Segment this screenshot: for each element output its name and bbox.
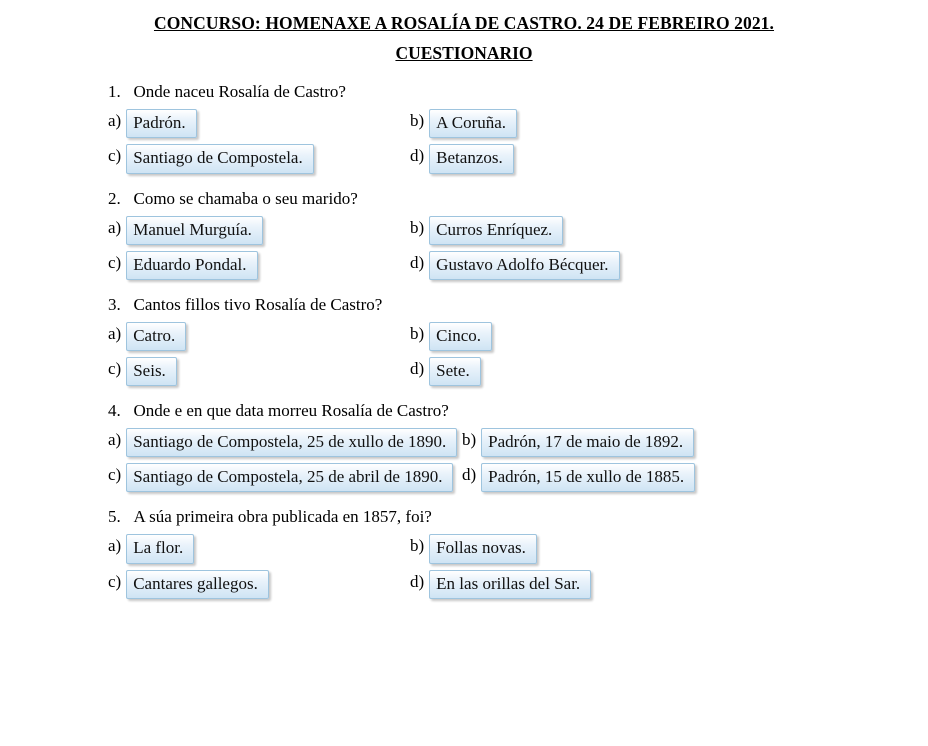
option-4b[interactable]	[462, 428, 694, 457]
options-1	[40, 109, 888, 173]
option-box[interactable]: Padrón.	[126, 109, 196, 138]
option-letter: c)	[108, 252, 122, 272]
question-block-3	[40, 294, 888, 386]
option-1b[interactable]	[410, 109, 517, 138]
options-5	[40, 534, 888, 598]
question-text-1	[108, 81, 888, 103]
option-4d[interactable]	[462, 463, 695, 492]
option-row	[40, 463, 888, 492]
question-number-5: 5.	[108, 507, 121, 527]
option-letter: d)	[410, 571, 425, 591]
question-text-4	[108, 400, 888, 422]
option-4c[interactable]	[40, 463, 462, 492]
option-box[interactable]: Padrón, 17 de maio de 1892.	[481, 428, 694, 457]
question-label-4: Onde e en que data morreu Rosalía de Castro?	[133, 401, 449, 421]
option-letter: d)	[410, 146, 425, 166]
option-box[interactable]: A Coruña.	[429, 109, 517, 138]
option-row	[40, 322, 888, 351]
option-box[interactable]: Betanzos.	[429, 144, 514, 173]
option-box[interactable]: Follas novas.	[429, 534, 537, 563]
question-label-2: Como se chamaba o seu marido?	[133, 188, 358, 208]
option-2d[interactable]	[410, 251, 620, 280]
option-3d[interactable]	[410, 357, 481, 386]
option-box[interactable]: Catro.	[126, 322, 186, 351]
question-block-4	[40, 400, 888, 492]
option-box[interactable]: Cantares gallegos.	[126, 570, 269, 599]
question-number-2: 2.	[108, 188, 121, 208]
question-text-3	[108, 294, 888, 316]
option-row	[40, 570, 888, 599]
question-label-3: Cantos fillos tivo Rosalía de Castro?	[133, 294, 383, 314]
option-row	[40, 109, 888, 138]
options-3	[40, 322, 888, 386]
question-block-5	[40, 506, 888, 598]
option-letter: d)	[462, 465, 477, 485]
page-title: CONCURSO: HOMENAXE A ROSALÍA DE CASTRO. 24 DE FEBREIRO 2021.	[153, 13, 775, 33]
question-block-1	[40, 81, 888, 173]
option-box[interactable]: Santiago de Compostela.	[126, 144, 314, 173]
option-letter: a)	[108, 217, 122, 237]
option-letter: b)	[410, 536, 425, 556]
option-row	[40, 144, 888, 173]
question-number-4: 4.	[108, 401, 121, 421]
option-1a[interactable]	[40, 109, 410, 138]
question-block-2	[40, 188, 888, 280]
option-box[interactable]: Santiago de Compostela, 25 de xullo de 1890.	[126, 428, 457, 457]
option-5c[interactable]	[40, 570, 410, 599]
option-box[interactable]: Cinco.	[429, 322, 492, 351]
option-2b[interactable]	[410, 216, 563, 245]
options-2	[40, 216, 888, 280]
option-letter: c)	[108, 465, 122, 485]
option-1c[interactable]	[40, 144, 410, 173]
question-text-2	[108, 188, 888, 210]
option-box[interactable]: La flor.	[126, 534, 194, 563]
option-5d[interactable]	[410, 570, 591, 599]
page-subtitle: CUESTIONARIO	[395, 42, 533, 63]
option-letter: c)	[108, 571, 122, 591]
option-box[interactable]: Seis.	[126, 357, 177, 386]
option-box[interactable]: Padrón, 15 de xullo de 1885.	[481, 463, 695, 492]
option-row	[40, 534, 888, 563]
option-box[interactable]: Eduardo Pondal.	[126, 251, 257, 280]
option-letter: a)	[108, 111, 122, 131]
option-2c[interactable]	[40, 251, 410, 280]
option-2a[interactable]	[40, 216, 410, 245]
option-5a[interactable]	[40, 534, 410, 563]
option-4a[interactable]	[40, 428, 462, 457]
option-box[interactable]: Santiago de Compostela, 25 de abril de 1890.	[126, 463, 453, 492]
question-label-5: A súa primeira obra publicada en 1857, foi?	[133, 507, 432, 527]
question-number-3: 3.	[108, 294, 121, 314]
option-row	[40, 216, 888, 245]
option-box[interactable]: En las orillas del Sar.	[429, 570, 591, 599]
question-label-1: Onde naceu Rosalía de Castro?	[133, 82, 346, 102]
option-letter: d)	[410, 252, 425, 272]
option-box[interactable]: Gustavo Adolfo Bécquer.	[429, 251, 619, 280]
option-letter: b)	[410, 323, 425, 343]
option-letter: b)	[410, 217, 425, 237]
option-letter: d)	[410, 359, 425, 378]
option-box[interactable]: Sete.	[429, 357, 481, 386]
option-letter: b)	[462, 430, 477, 450]
option-letter: b)	[410, 111, 425, 131]
option-letter: a)	[108, 323, 122, 343]
option-3b[interactable]	[410, 322, 492, 351]
option-3a[interactable]	[40, 322, 410, 351]
options-4	[40, 428, 888, 492]
question-number-1: 1.	[108, 82, 121, 102]
option-1d[interactable]	[410, 144, 514, 173]
option-row	[40, 428, 888, 457]
option-letter: c)	[108, 146, 122, 166]
option-box[interactable]: Curros Enríquez.	[429, 216, 563, 245]
option-5b[interactable]	[410, 534, 537, 563]
question-text-5	[108, 506, 888, 528]
option-row	[40, 251, 888, 280]
option-box[interactable]: Manuel Murguía.	[126, 216, 263, 245]
option-3c[interactable]	[40, 357, 410, 386]
option-letter: a)	[108, 430, 122, 450]
option-letter: a)	[108, 536, 122, 556]
option-letter: c)	[108, 359, 122, 378]
option-row	[40, 357, 888, 386]
